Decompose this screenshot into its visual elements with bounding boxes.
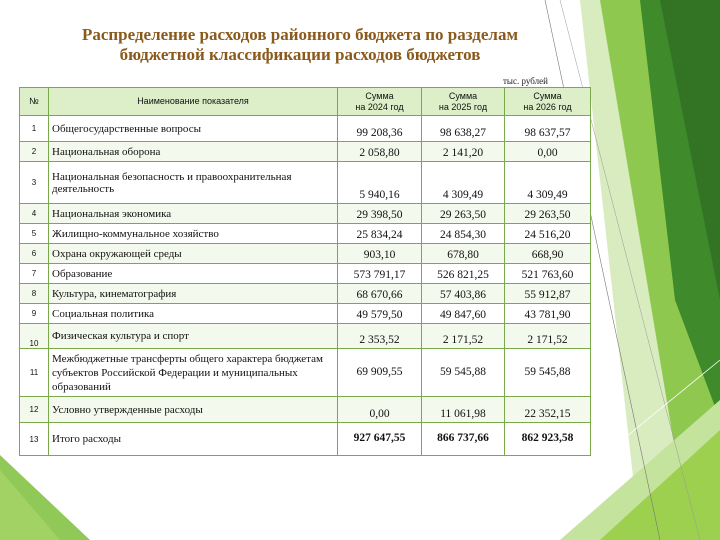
value-2025: 526 821,25	[422, 264, 505, 284]
value-2026: 668,90	[505, 244, 591, 264]
budget-table	[19, 87, 591, 456]
row-number: 9	[20, 304, 49, 324]
value-2024: 927 647,55	[338, 423, 422, 456]
value-2025: 4 309,49	[422, 162, 505, 204]
row-number: 1	[20, 116, 49, 142]
value-2024: 2 058,80	[338, 142, 422, 162]
row-number: 13	[20, 423, 49, 456]
row-name: Образование	[49, 264, 338, 284]
value-2024: 49 579,50	[338, 304, 422, 324]
row-number: 12	[20, 397, 49, 423]
row-name: Социальная политика	[49, 304, 338, 324]
value-2026: 862 923,58	[505, 423, 591, 456]
value-2026: 24 516,20	[505, 224, 591, 244]
header-2025	[422, 88, 505, 116]
value-2025: 678,80	[422, 244, 505, 264]
table-row	[20, 264, 591, 284]
header-2024-line2: на 2024 год	[355, 101, 404, 112]
row-name: Национальная безопасность и правоохранительная деятельность	[49, 162, 338, 204]
row-name: Условно утвержденные расходы	[49, 397, 338, 423]
row-name: Межбюджетные трансферты общего характера бюджетам субъектов Российской Федерации и муниципальных образований	[49, 349, 338, 397]
value-2026: 29 263,50	[505, 204, 591, 224]
value-2026: 59 545,88	[505, 349, 591, 397]
value-2026: 98 637,57	[505, 116, 591, 142]
value-2025: 98 638,27	[422, 116, 505, 142]
value-2026: 22 352,15	[505, 397, 591, 423]
row-number: 7	[20, 264, 49, 284]
title-line-2: бюджетной классификации расходов бюджетов	[119, 45, 481, 64]
header-2025-line1: Сумма	[448, 90, 478, 101]
value-2025: 2 171,52	[422, 324, 505, 349]
row-name: Национальная экономика	[49, 204, 338, 224]
table-row	[20, 397, 591, 423]
header-2024	[338, 88, 422, 116]
value-2026: 43 781,90	[505, 304, 591, 324]
value-2024: 903,10	[338, 244, 422, 264]
row-number: 4	[20, 204, 49, 224]
value-2026: 521 763,60	[505, 264, 591, 284]
row-number: 11	[20, 349, 49, 397]
table-row	[20, 116, 591, 142]
value-2024: 5 940,16	[338, 162, 422, 204]
value-2024: 29 398,50	[338, 204, 422, 224]
row-name: Физическая культура и спорт	[49, 324, 338, 349]
value-2024: 99 208,36	[338, 116, 422, 142]
value-2026: 55 912,87	[505, 284, 591, 304]
value-2026: 0,00	[505, 142, 591, 162]
row-name: Итого расходы	[49, 423, 338, 456]
value-2024: 25 834,24	[338, 224, 422, 244]
value-2024: 68 670,66	[338, 284, 422, 304]
value-2024: 69 909,55	[338, 349, 422, 397]
value-2025: 866 737,66	[422, 423, 505, 456]
unit-label: тыс. рублей	[503, 76, 548, 86]
value-2025: 11 061,98	[422, 397, 505, 423]
table-row	[20, 224, 591, 244]
table-row	[20, 204, 591, 224]
row-number: 6	[20, 244, 49, 264]
value-2025: 24 854,30	[422, 224, 505, 244]
table-row	[20, 349, 591, 397]
row-number: 10	[20, 324, 49, 349]
page-title	[40, 25, 560, 65]
table-row	[20, 304, 591, 324]
value-2025: 2 141,20	[422, 142, 505, 162]
value-2025: 29 263,50	[422, 204, 505, 224]
value-2026: 2 171,52	[505, 324, 591, 349]
table-row	[20, 142, 591, 162]
title-line-1: Распределение расходов районного бюджета по разделам	[81, 25, 519, 44]
header-num: №	[20, 88, 49, 116]
row-number: 3	[20, 162, 49, 204]
table-header-row	[20, 88, 591, 116]
header-2026-line2: на 2026 год	[523, 101, 572, 112]
value-2026: 4 309,49	[505, 162, 591, 204]
value-2025: 59 545,88	[422, 349, 505, 397]
table-row-total	[20, 423, 591, 456]
header-2024-line1: Сумма	[365, 90, 394, 101]
row-name: Общегосударственные вопросы	[49, 116, 338, 142]
row-number: 2	[20, 142, 49, 162]
value-2024: 2 353,52	[338, 324, 422, 349]
header-2025-line2: на 2025 год	[438, 101, 488, 112]
row-name: Охрана окружающей среды	[49, 244, 338, 264]
row-name: Культура, кинематография	[49, 284, 338, 304]
value-2025: 49 847,60	[422, 304, 505, 324]
table-row	[20, 162, 591, 204]
value-2025: 57 403,86	[422, 284, 505, 304]
table-row	[20, 284, 591, 304]
table-row	[20, 324, 591, 349]
header-2026	[505, 88, 591, 116]
table-row	[20, 244, 591, 264]
header-name: Наименование показателя	[49, 88, 338, 116]
row-number: 8	[20, 284, 49, 304]
row-number: 5	[20, 224, 49, 244]
row-name: Жилищно-коммунальное хозяйство	[49, 224, 338, 244]
value-2024: 0,00	[338, 397, 422, 423]
header-2026-line1: Сумма	[533, 90, 562, 101]
value-2024: 573 791,17	[338, 264, 422, 284]
row-name: Национальная оборона	[49, 142, 338, 162]
